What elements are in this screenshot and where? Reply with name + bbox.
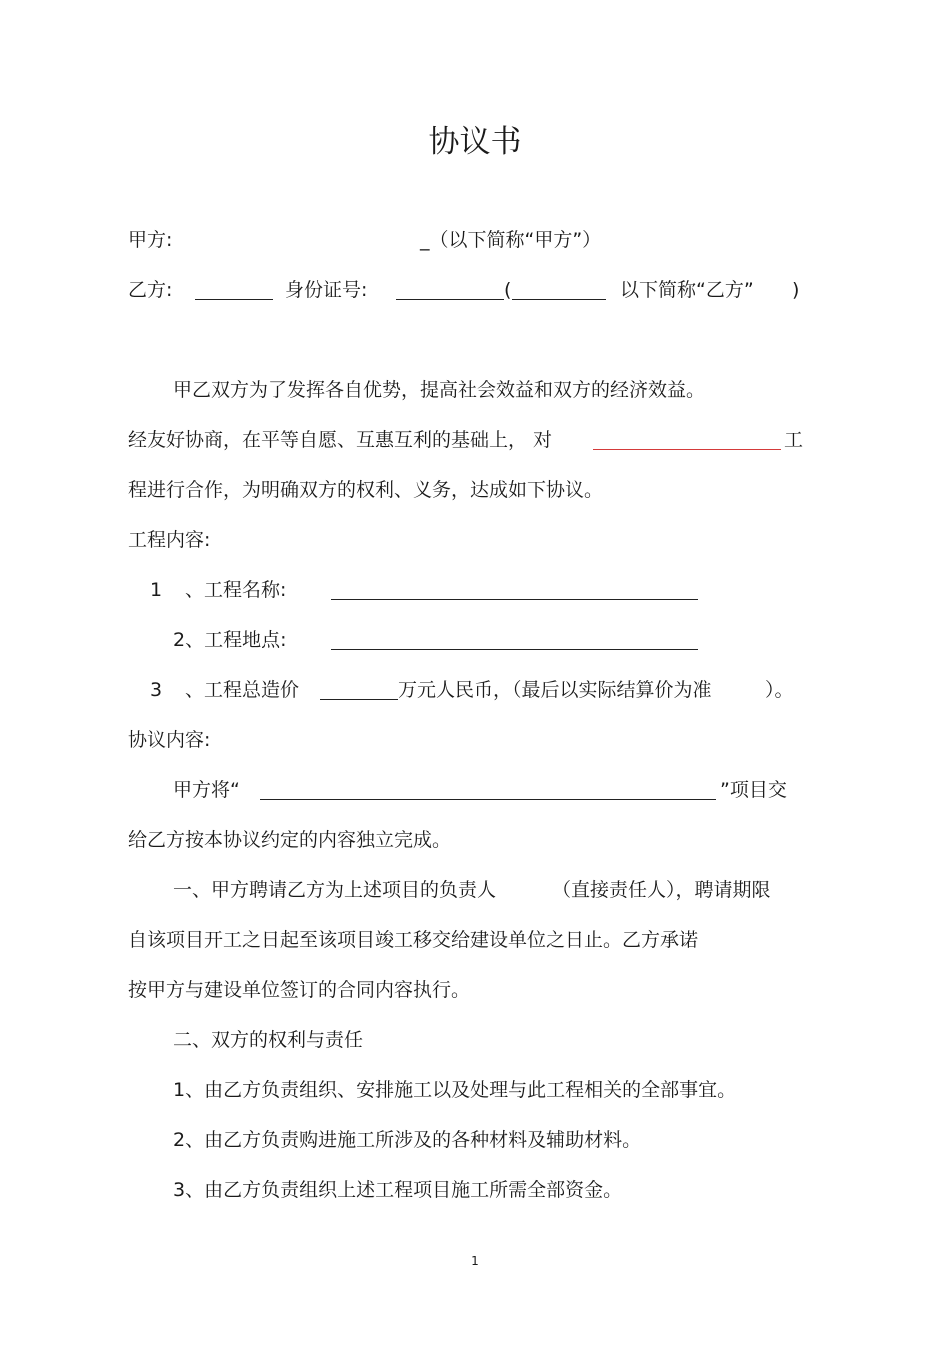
- hand-over-prefix: 甲方将“: [173, 779, 240, 801]
- party-b-id-blank[interactable]: [396, 299, 504, 300]
- party-b-id-label: 身份证号:: [285, 279, 368, 301]
- clause-1-paren: （直接责任人），聘请期限: [552, 879, 771, 901]
- right-item-2: 2、由乙方负责购进施工所涉及的各种材料及辅助材料。: [173, 1129, 642, 1151]
- intro-line-1: 甲乙双方为了发挥各自优势，提高社会效益和双方的经济效益。: [173, 379, 706, 401]
- clause-1-line-3: 按甲方与建设单位签订的合同内容执行。: [128, 979, 471, 1001]
- agreement-content-heading: 协议内容:: [128, 729, 211, 751]
- intro-line-3: 程进行合作，为明确双方的权利、义务，达成如下协议。: [128, 479, 604, 501]
- party-b-paren-open: (: [504, 279, 512, 301]
- party-b-suffix: 以下简称“乙方”: [620, 279, 754, 301]
- party-a-label: 甲方:: [128, 229, 173, 251]
- party-b-label: 乙方:: [128, 279, 173, 301]
- right-item-3: 3、由乙方负责组织上述工程项目施工所需全部资金。: [173, 1179, 623, 1201]
- project-content-heading: 工程内容:: [128, 529, 211, 551]
- item-1-number: 1: [150, 579, 163, 601]
- page-number: 1: [471, 1254, 479, 1268]
- project-name-blank[interactable]: [593, 449, 781, 450]
- item-3-label: 、工程总造价: [185, 679, 300, 701]
- intro-line-2: 经友好协商，在平等自愿、互惠互利的基础上， 对: [128, 429, 553, 451]
- right-item-1: 1、由乙方负责组织、安排施工以及处理与此工程相关的全部事宜。: [173, 1079, 737, 1101]
- project-location-blank[interactable]: [331, 649, 698, 650]
- intro-line-2-tail: 工: [784, 429, 804, 451]
- clause-2-heading: 二、双方的权利与责任: [173, 1029, 364, 1051]
- item-3-number: 3: [150, 679, 163, 701]
- total-cost-blank[interactable]: [320, 699, 398, 700]
- party-b-extra-blank[interactable]: [512, 299, 606, 300]
- item-3-close: ）。: [765, 679, 794, 701]
- item-3-unit: 万元人民币，（最后以实际结算价为准: [398, 679, 712, 701]
- project-name-field-blank[interactable]: [331, 599, 698, 600]
- clause-1-line-1: 一、甲方聘请乙方为上述项目的负责人: [173, 879, 497, 901]
- party-b-paren-close: ): [792, 279, 800, 301]
- party-b-name-blank[interactable]: [195, 299, 273, 300]
- hand-over-line-2: 给乙方按本协议约定的内容独立完成。: [128, 829, 452, 851]
- party-a-suffix: _（以下简称“甲方”）: [420, 229, 602, 251]
- document-title: 协议书: [428, 124, 522, 160]
- hand-over-suffix: ”项目交: [720, 779, 787, 801]
- item-2-label: 2、工程地点:: [173, 629, 287, 651]
- hand-over-project-blank[interactable]: [260, 799, 716, 800]
- item-1-label: 、工程名称:: [185, 579, 287, 601]
- clause-1-line-2: 自该项目开工之日起至该项目竣工移交给建设单位之日止。乙方承诺: [128, 929, 699, 951]
